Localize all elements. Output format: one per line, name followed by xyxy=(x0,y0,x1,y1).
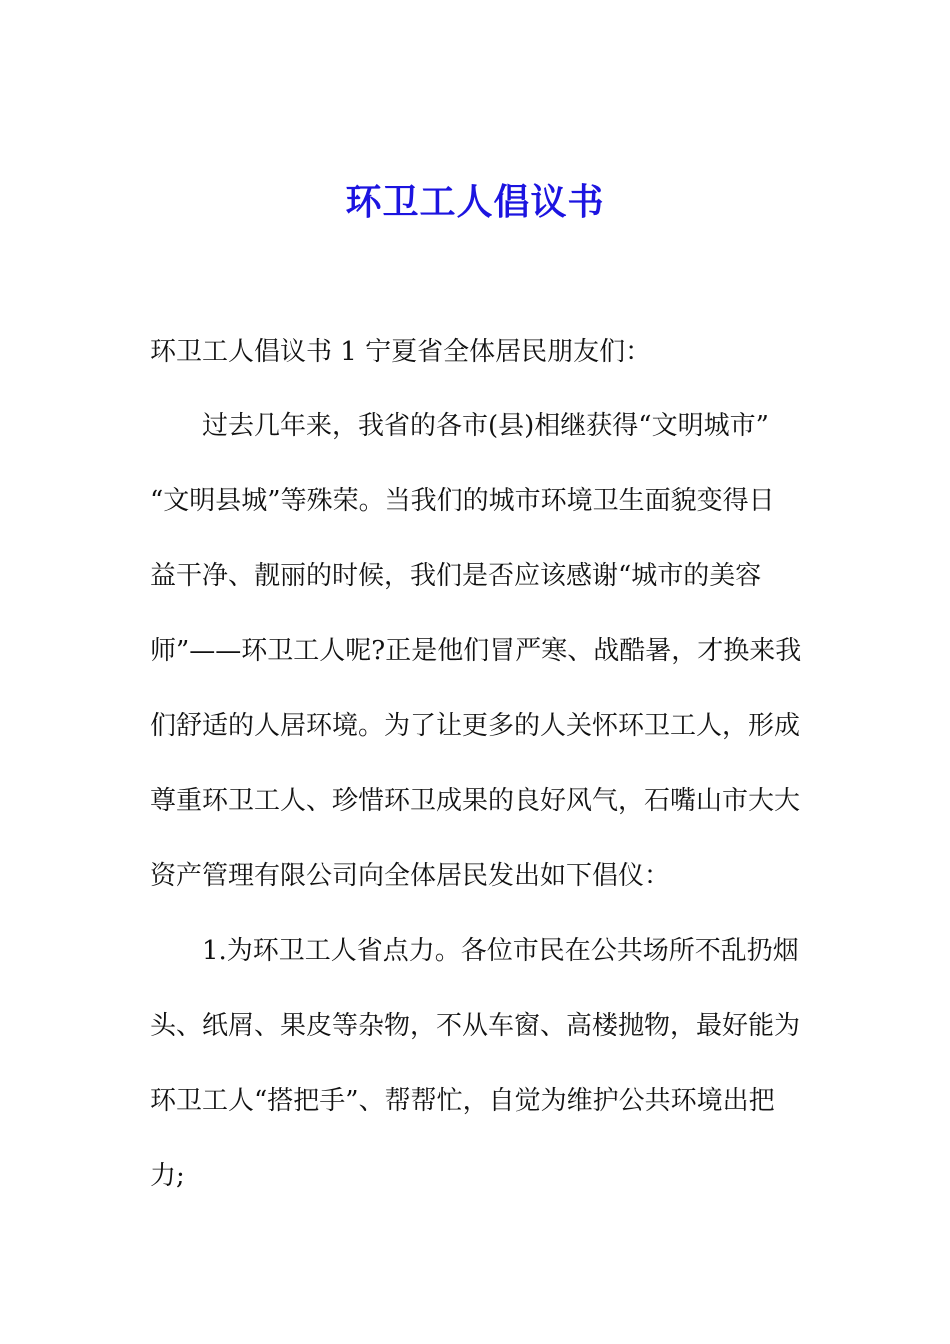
text-line: 过去几年来，我省的各市(县)相继获得“文明城市” xyxy=(202,411,769,441)
text-line: 环卫工人“搭把手”、帮帮忙，自觉为维护公共环境出把 xyxy=(150,1086,775,1116)
text-line: 们舒适的人居环境。为了让更多的人关怀环卫工人，形成 xyxy=(150,711,801,741)
text-line: 尊重环卫工人、珍惜环卫成果的良好风气，石嘴山市大大 xyxy=(150,786,801,816)
text-line-salutation: 环卫工人倡议书 1 宁夏省全体居民朋友们： xyxy=(150,337,652,367)
document-title: 环卫工人倡议书 xyxy=(345,181,605,223)
text-line: “文明县城”等殊荣。当我们的城市环境卫生面貌变得日 xyxy=(150,486,775,516)
text-line: 力; xyxy=(150,1161,185,1191)
text-line: 师”——环卫工人呢?正是他们冒严寒、战酷暑，才换来我 xyxy=(150,636,802,666)
text-line: 资产管理有限公司向全体居民发出如下倡仪： xyxy=(150,861,671,891)
text-line-item-1: 1.为环卫工人省点力。各位市民在公共场所不乱扔烟 xyxy=(202,936,799,966)
text-line: 头、纸屑、果皮等杂物，不从车窗、高楼抛物，最好能为 xyxy=(150,1011,801,1041)
text-line: 益干净、靓丽的时候，我们是否应该感谢“城市的美容 xyxy=(150,561,762,591)
